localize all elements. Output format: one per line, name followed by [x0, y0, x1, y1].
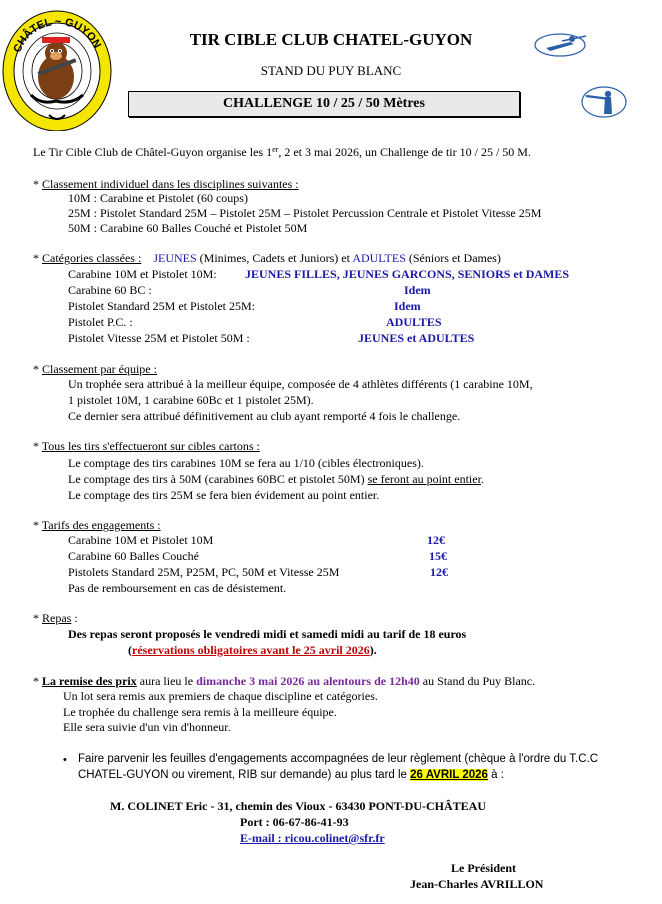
- tarif-note: Pas de remboursement en cas de désistement.: [68, 581, 287, 595]
- category-label: Carabine 10M et Pistolet 10M:: [68, 267, 217, 281]
- deadline-highlight: 26 AVRIL 2026: [410, 769, 488, 781]
- signature-name: Jean-Charles AVRILLON: [410, 877, 544, 891]
- envoi-line: CHATEL-GUYON ou virement, RIB sur demande) au plus tard le 26 AVRIL 2026 à :: [78, 769, 504, 781]
- prone-rifle-shooter-icon: [532, 28, 588, 62]
- remise-line: Elle sera suivie d'un vin d'honneur.: [63, 720, 231, 734]
- challenge-banner: [128, 91, 520, 117]
- section-tarifs: * Tarifs des engagements :: [33, 518, 161, 532]
- category-label: Pistolet P.C. :: [68, 315, 133, 329]
- tarif-label: Carabine 60 Balles Couché: [68, 549, 199, 563]
- category-label: Pistolet Vitesse 25M et Pistolet 50M :: [68, 331, 250, 345]
- envoi-line: Faire parvenir les feuilles d'engagements accompagnées de leur règlement (chèque à l'ordre du T.C.C: [78, 753, 599, 765]
- section-remise: * La remise des prix aura lieu le dimanche 3 mai 2026 au alentours de 12h40 au Stand du Puy Blanc.: [33, 674, 536, 688]
- club-title: TIR CIBLE CLUB CHATEL-GUYON: [189, 30, 473, 49]
- category-label: Pistolet Standard 25M et Pistolet 25M:: [68, 299, 256, 313]
- category-value: JEUNES et ADULTES: [358, 331, 475, 345]
- remise-line: Le trophée du challenge sera remis à la meilleure équipe.: [63, 705, 337, 719]
- category-label: Carabine 60 BC :: [68, 283, 152, 297]
- tarif-price: 12€: [430, 565, 448, 579]
- equipe-line: Un trophée sera attribué à la meilleur équipe, composée de 4 athlètes différents (1 carabine 10M,: [68, 377, 533, 391]
- bullet-dot: •: [63, 754, 67, 766]
- challenge-title: CHALLENGE 10 / 25 / 50 Mètres: [223, 96, 425, 111]
- category-value: JEUNES FILLES, JEUNES GARCONS, SENIORS et DAMES: [245, 267, 570, 281]
- contact-address: M. COLINET Eric - 31, chemin des Vioux - 63430 PONT-DU-CHÂTEAU: [110, 799, 487, 813]
- classement-line: 50M : Carabine 60 Balles Couché et Pistolet 50M: [68, 221, 308, 235]
- tarif-label: Carabine 10M et Pistolet 10M: [68, 533, 214, 547]
- section-classement: * Classement individuel dans les disciplines suivantes :: [33, 177, 299, 191]
- classement-line: 25M : Pistolet Standard 25M – Pistolet 25M – Pistolet Percussion Centrale et Pistolet Vitesse 25M: [68, 206, 542, 220]
- cibles-line: Le comptage des tirs 25M se fera bien évidement au point entier.: [68, 488, 380, 502]
- intro-text: Le Tir Cible Club de Châtel-Guyon organise les 1er, 2 et 3 mai 2026, un Challenge de tir 10 / 25 / 50 M.: [33, 145, 531, 159]
- contact-port: Port : 06-67-86-41-93: [240, 815, 349, 829]
- classement-line: 10M : Carabine et Pistolet (60 coups): [68, 191, 248, 205]
- section-categories: * Catégories classées : JEUNES (Minimes, Cadets et Juniors) et ADULTES (Séniors et Dames): [33, 251, 501, 265]
- repas-line: Des repas seront proposés le vendredi midi et samedi midi au tarif de 18 euros: [68, 627, 467, 641]
- section-equipe: * Classement par équipe :: [33, 362, 157, 376]
- cibles-line: Le comptage des tirs carabines 10M se fera au 1/10 (cibles électroniques).: [68, 456, 424, 470]
- contact-email-link[interactable]: E-mail : ricou.colinet@sfr.fr: [240, 831, 385, 845]
- pistol-shooter-icon: [580, 84, 628, 120]
- signature-role: Le Président: [451, 861, 516, 875]
- tarif-price: 15€: [429, 549, 447, 563]
- category-value: Idem: [404, 283, 431, 297]
- cibles-line: Le comptage des tirs à 50M (carabines 60BC et pistolet 50M) se feront au point entier.: [68, 472, 484, 486]
- remise-line: Un lot sera remis aux premiers de chaque discipline et catégories.: [63, 689, 378, 703]
- equipe-line: Ce dernier sera attribué définitivement au club ayant remporté 4 fois le challenge.: [68, 409, 461, 423]
- tarif-price: 12€: [427, 533, 445, 547]
- section-cibles: * Tous les tirs s'effectueront sur cibles cartons :: [33, 439, 260, 453]
- section-repas: * Repas :: [33, 611, 78, 625]
- equipe-line: 1 pistolet 10M, 1 carabine 60Bc et 1 pistolet 25M).: [68, 393, 314, 407]
- stand-title: STAND DU PUY BLANC: [260, 63, 402, 78]
- classement-title: Classement individuel dans les disciplines suivantes :: [42, 177, 299, 191]
- category-value: Idem: [394, 299, 421, 313]
- repas-reservation: (réservations obligatoires avant le 25 avril 2026).: [128, 643, 377, 657]
- tarif-label: Pistolets Standard 25M, P25M, PC, 50M et Vitesse 25M: [68, 565, 340, 579]
- category-value: ADULTES: [386, 315, 442, 329]
- logo-text: CHÂTEL ~ GUYON: [11, 15, 104, 55]
